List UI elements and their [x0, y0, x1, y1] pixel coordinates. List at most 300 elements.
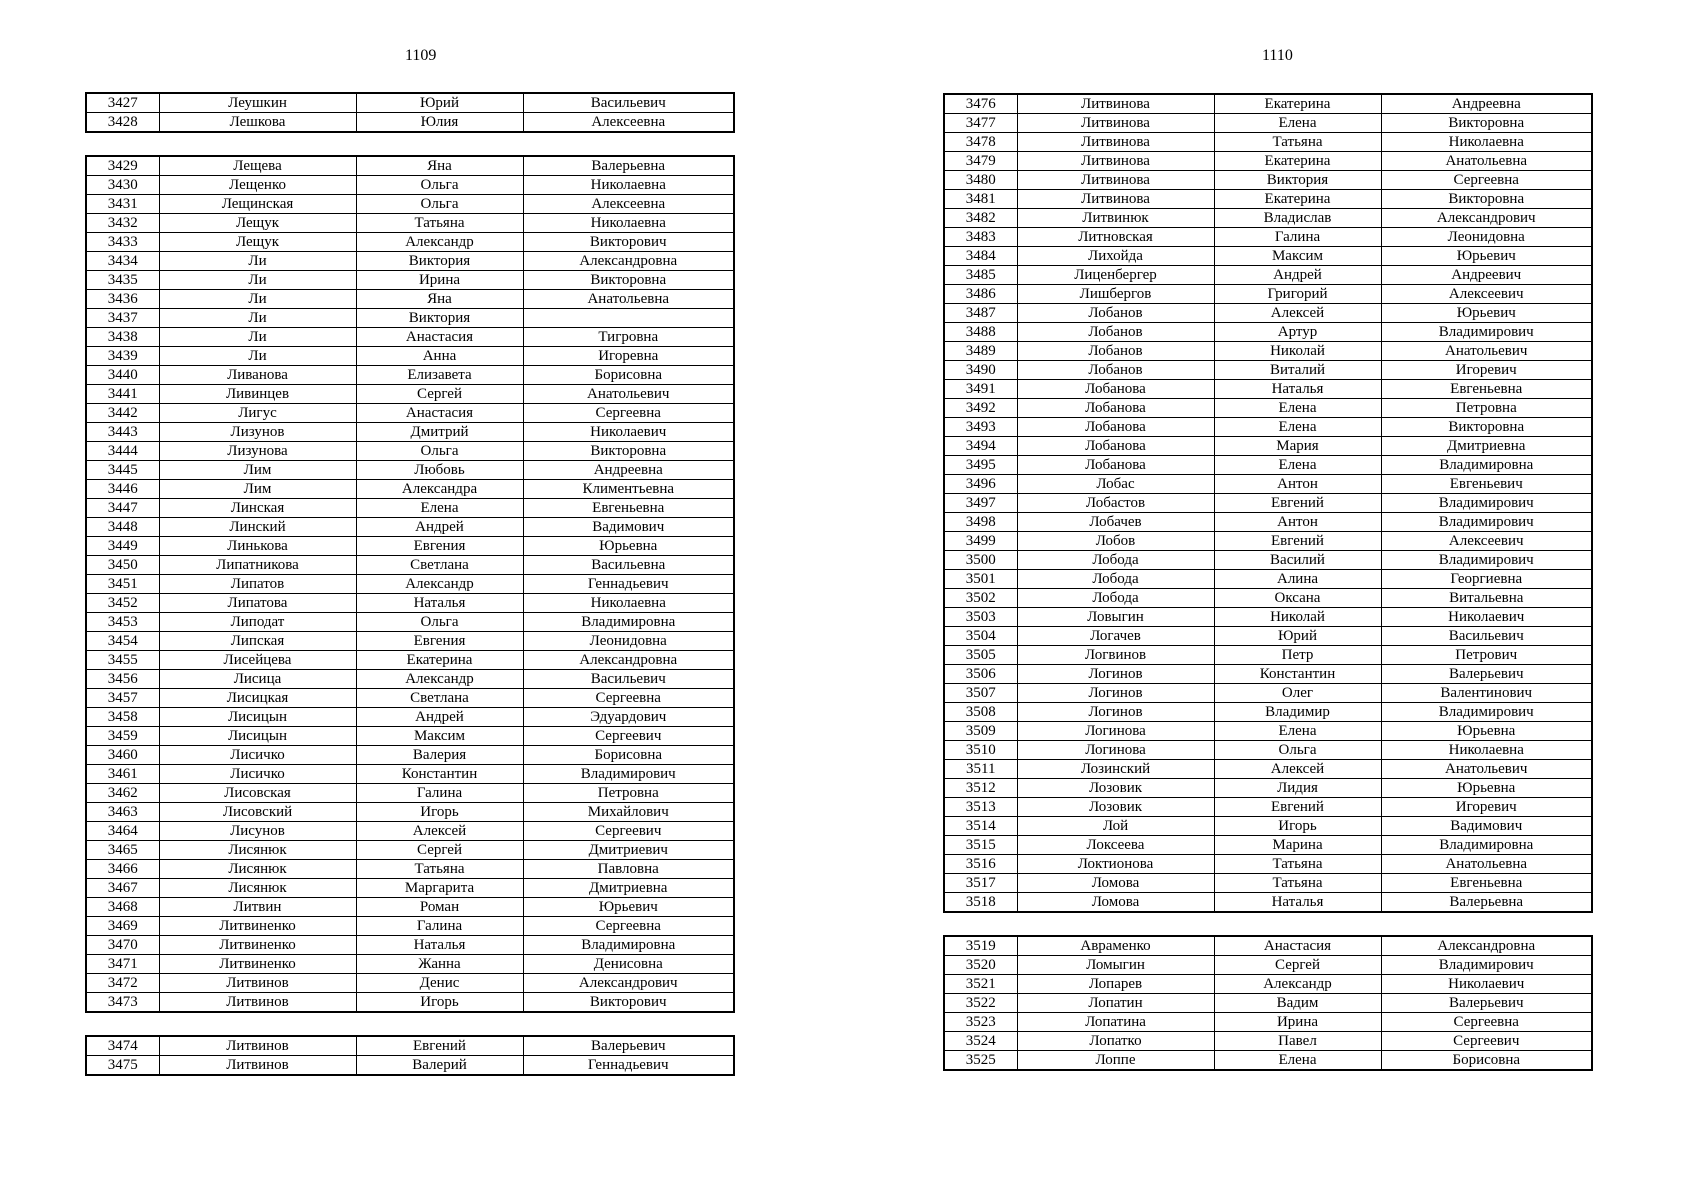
surname-cell: Авраменко	[1017, 936, 1214, 956]
table-row	[86, 974, 734, 993]
patronymic-cell: Андреевна	[1381, 94, 1592, 114]
patronymic-cell: Игоревич	[1381, 361, 1592, 380]
first-name-cell: Артур	[1214, 323, 1381, 342]
registry-table	[943, 935, 1593, 1071]
record-number-cell: 3515	[944, 836, 1017, 855]
first-name-cell: Вадим	[1214, 994, 1381, 1013]
first-name-cell: Юлия	[356, 113, 523, 133]
patronymic-cell: Александрович	[1381, 209, 1592, 228]
patronymic-cell: Вадимович	[1381, 817, 1592, 836]
record-number-cell: 3525	[944, 1051, 1017, 1071]
patronymic-cell: Дмитриевич	[523, 841, 734, 860]
patronymic-cell: Дмитриевна	[523, 879, 734, 898]
first-name-cell: Ольга	[1214, 741, 1381, 760]
table-row	[86, 423, 734, 442]
record-number-cell: 3468	[86, 898, 159, 917]
patronymic-cell: Юрьевна	[523, 537, 734, 556]
surname-cell: Литвинов	[159, 993, 356, 1013]
table-row	[86, 632, 734, 651]
table-row	[944, 994, 1592, 1013]
record-number-cell: 3427	[86, 93, 159, 113]
first-name-cell: Виктория	[356, 309, 523, 328]
left-page-registry	[85, 92, 735, 1076]
table-row	[944, 855, 1592, 874]
record-number-cell: 3513	[944, 798, 1017, 817]
patronymic-cell: Евгеньевна	[523, 499, 734, 518]
surname-cell: Лим	[159, 461, 356, 480]
surname-cell: Лещинская	[159, 195, 356, 214]
table-row	[944, 190, 1592, 209]
surname-cell: Лобода	[1017, 551, 1214, 570]
surname-cell: Лобанов	[1017, 323, 1214, 342]
page-number-right: 1110	[1262, 47, 1293, 64]
first-name-cell: Сергей	[356, 841, 523, 860]
patronymic-cell: Владимирович	[523, 765, 734, 784]
first-name-cell: Евгений	[356, 1036, 523, 1056]
patronymic-cell: Анатольевна	[1381, 855, 1592, 874]
patronymic-cell: Владимирович	[1381, 513, 1592, 532]
record-number-cell: 3506	[944, 665, 1017, 684]
record-number-cell: 3433	[86, 233, 159, 252]
first-name-cell: Елена	[1214, 418, 1381, 437]
first-name-cell: Ольга	[356, 176, 523, 195]
first-name-cell: Елена	[356, 499, 523, 518]
record-number-cell: 3434	[86, 252, 159, 271]
surname-cell: Лисейцева	[159, 651, 356, 670]
patronymic-cell: Валерьевна	[523, 156, 734, 176]
record-number-cell: 3519	[944, 936, 1017, 956]
surname-cell: Логинов	[1017, 684, 1214, 703]
first-name-cell: Галина	[356, 784, 523, 803]
record-number-cell: 3456	[86, 670, 159, 689]
record-number-cell: 3484	[944, 247, 1017, 266]
surname-cell: Лобачев	[1017, 513, 1214, 532]
patronymic-cell: Валерьевич	[1381, 994, 1592, 1013]
surname-cell: Лисицын	[159, 727, 356, 746]
record-number-cell: 3485	[944, 266, 1017, 285]
patronymic-cell: Владимирович	[1381, 551, 1592, 570]
first-name-cell: Александра	[356, 480, 523, 499]
table-row	[944, 209, 1592, 228]
surname-cell: Лоппе	[1017, 1051, 1214, 1071]
record-number-cell: 3458	[86, 708, 159, 727]
table-row	[86, 233, 734, 252]
surname-cell: Лещева	[159, 156, 356, 176]
surname-cell: Лозинский	[1017, 760, 1214, 779]
record-number-cell: 3451	[86, 575, 159, 594]
table-row	[944, 171, 1592, 190]
first-name-cell: Евгения	[356, 632, 523, 651]
surname-cell: Лобов	[1017, 532, 1214, 551]
table-row	[944, 703, 1592, 722]
surname-cell: Лобода	[1017, 570, 1214, 589]
first-name-cell: Алексей	[356, 822, 523, 841]
record-number-cell: 3441	[86, 385, 159, 404]
first-name-cell: Валерия	[356, 746, 523, 765]
table-row	[86, 499, 734, 518]
first-name-cell: Елизавета	[356, 366, 523, 385]
record-number-cell: 3471	[86, 955, 159, 974]
surname-cell: Литвинов	[159, 1056, 356, 1076]
patronymic-cell: Петрович	[1381, 646, 1592, 665]
first-name-cell: Наталья	[356, 594, 523, 613]
first-name-cell: Екатерина	[356, 651, 523, 670]
table-row	[86, 822, 734, 841]
patronymic-cell: Юрьевич	[1381, 247, 1592, 266]
record-number-cell: 3452	[86, 594, 159, 613]
record-number-cell: 3436	[86, 290, 159, 309]
patronymic-cell: Анатольевна	[523, 290, 734, 309]
first-name-cell: Наталья	[356, 936, 523, 955]
table-row	[86, 176, 734, 195]
patronymic-cell: Сергеевна	[523, 404, 734, 423]
record-number-cell: 3442	[86, 404, 159, 423]
surname-cell: Лобанова	[1017, 456, 1214, 475]
table-row	[86, 156, 734, 176]
patronymic-cell: Алексеевна	[523, 113, 734, 133]
registry-table	[85, 92, 735, 133]
first-name-cell: Светлана	[356, 689, 523, 708]
record-number-cell: 3491	[944, 380, 1017, 399]
patronymic-cell: Викторовна	[523, 271, 734, 290]
patronymic-cell: Евгеньевич	[1381, 475, 1592, 494]
table-row	[86, 594, 734, 613]
first-name-cell: Татьяна	[356, 860, 523, 879]
record-number-cell: 3470	[86, 936, 159, 955]
record-number-cell: 3492	[944, 399, 1017, 418]
patronymic-cell: Валерьевич	[1381, 665, 1592, 684]
surname-cell: Лисицын	[159, 708, 356, 727]
table-row	[944, 532, 1592, 551]
table-row	[944, 627, 1592, 646]
surname-cell: Логачев	[1017, 627, 1214, 646]
record-number-cell: 3502	[944, 589, 1017, 608]
first-name-cell: Виктория	[356, 252, 523, 271]
patronymic-cell: Юрьевич	[1381, 304, 1592, 323]
patronymic-cell: Александрович	[523, 974, 734, 993]
table-row	[944, 94, 1592, 114]
surname-cell: Ли	[159, 347, 356, 366]
first-name-cell: Оксана	[1214, 589, 1381, 608]
surname-cell: Лиценбергер	[1017, 266, 1214, 285]
table-row	[944, 418, 1592, 437]
patronymic-cell: Андреевич	[1381, 266, 1592, 285]
record-number-cell: 3496	[944, 475, 1017, 494]
patronymic-cell: Сергеевна	[1381, 171, 1592, 190]
patronymic-cell: Леонидовна	[1381, 228, 1592, 247]
surname-cell: Лихойда	[1017, 247, 1214, 266]
first-name-cell: Константин	[356, 765, 523, 784]
first-name-cell: Юрий	[1214, 627, 1381, 646]
surname-cell: Линькова	[159, 537, 356, 556]
surname-cell: Лещук	[159, 214, 356, 233]
first-name-cell: Павел	[1214, 1032, 1381, 1051]
record-number-cell: 3438	[86, 328, 159, 347]
table-row	[944, 323, 1592, 342]
table-row	[944, 133, 1592, 152]
surname-cell: Ли	[159, 271, 356, 290]
table-row	[86, 689, 734, 708]
first-name-cell: Игорь	[356, 803, 523, 822]
patronymic-cell: Леонидовна	[523, 632, 734, 651]
surname-cell: Лисицкая	[159, 689, 356, 708]
record-number-cell: 3511	[944, 760, 1017, 779]
surname-cell: Лигус	[159, 404, 356, 423]
surname-cell: Литвинова	[1017, 152, 1214, 171]
record-number-cell: 3489	[944, 342, 1017, 361]
table-row	[944, 874, 1592, 893]
record-number-cell: 3459	[86, 727, 159, 746]
table-row	[944, 975, 1592, 994]
patronymic-cell: Сергеевна	[523, 689, 734, 708]
registry-table	[85, 155, 735, 1013]
first-name-cell: Галина	[356, 917, 523, 936]
first-name-cell: Екатерина	[1214, 190, 1381, 209]
table-row	[86, 113, 734, 133]
first-name-cell: Василий	[1214, 551, 1381, 570]
first-name-cell: Антон	[1214, 475, 1381, 494]
surname-cell: Лисянюк	[159, 879, 356, 898]
table-row	[86, 841, 734, 860]
patronymic-cell: Тигровна	[523, 328, 734, 347]
record-number-cell: 3447	[86, 499, 159, 518]
record-number-cell: 3457	[86, 689, 159, 708]
record-number-cell: 3520	[944, 956, 1017, 975]
patronymic-cell: Анатольевич	[523, 385, 734, 404]
patronymic-cell: Васильевич	[523, 93, 734, 113]
table-row	[86, 651, 734, 670]
first-name-cell: Елена	[1214, 456, 1381, 475]
record-number-cell: 3428	[86, 113, 159, 133]
record-number-cell: 3503	[944, 608, 1017, 627]
first-name-cell: Наталья	[1214, 380, 1381, 399]
surname-cell: Литвиненко	[159, 936, 356, 955]
table-row	[86, 309, 734, 328]
first-name-cell: Николай	[1214, 342, 1381, 361]
first-name-cell: Игорь	[1214, 817, 1381, 836]
table-row	[944, 608, 1592, 627]
table-row	[944, 570, 1592, 589]
record-number-cell: 3481	[944, 190, 1017, 209]
record-number-cell: 3474	[86, 1036, 159, 1056]
table-row	[944, 646, 1592, 665]
first-name-cell: Максим	[356, 727, 523, 746]
registry-table	[943, 93, 1593, 913]
table-row	[86, 347, 734, 366]
surname-cell: Лизунов	[159, 423, 356, 442]
surname-cell: Логинова	[1017, 722, 1214, 741]
record-number-cell: 3430	[86, 176, 159, 195]
patronymic-cell: Валентинович	[1381, 684, 1592, 703]
surname-cell: Лисичко	[159, 765, 356, 784]
patronymic-cell: Николаевна	[1381, 741, 1592, 760]
table-row	[86, 1056, 734, 1076]
record-number-cell: 3486	[944, 285, 1017, 304]
first-name-cell: Анастасия	[356, 328, 523, 347]
surname-cell: Лишбергов	[1017, 285, 1214, 304]
patronymic-cell: Денисовна	[523, 955, 734, 974]
table-row	[944, 342, 1592, 361]
first-name-cell: Константин	[1214, 665, 1381, 684]
surname-cell: Локтионова	[1017, 855, 1214, 874]
first-name-cell: Валерий	[356, 1056, 523, 1076]
table-row	[86, 290, 734, 309]
surname-cell: Ли	[159, 328, 356, 347]
patronymic-cell: Георгиевна	[1381, 570, 1592, 589]
table-row	[86, 214, 734, 233]
patronymic-cell: Андреевна	[523, 461, 734, 480]
table-row	[944, 722, 1592, 741]
record-number-cell: 3509	[944, 722, 1017, 741]
surname-cell: Леушкин	[159, 93, 356, 113]
surname-cell: Линская	[159, 499, 356, 518]
patronymic-cell: Павловна	[523, 860, 734, 879]
record-number-cell: 3512	[944, 779, 1017, 798]
patronymic-cell: Викторович	[523, 233, 734, 252]
patronymic-cell: Владимирович	[1381, 703, 1592, 722]
record-number-cell: 3516	[944, 855, 1017, 874]
record-number-cell: 3464	[86, 822, 159, 841]
patronymic-cell: Борисовна	[523, 366, 734, 385]
record-number-cell: 3473	[86, 993, 159, 1013]
patronymic-cell: Викторовна	[1381, 418, 1592, 437]
first-name-cell: Анастасия	[1214, 936, 1381, 956]
patronymic-cell: Николаевич	[1381, 975, 1592, 994]
patronymic-cell: Сергеевич	[1381, 1032, 1592, 1051]
first-name-cell: Марина	[1214, 836, 1381, 855]
first-name-cell: Евгений	[1214, 532, 1381, 551]
record-number-cell: 3462	[86, 784, 159, 803]
table-row	[86, 1036, 734, 1056]
patronymic-cell: Николаевич	[523, 423, 734, 442]
first-name-cell: Юрий	[356, 93, 523, 113]
first-name-cell: Татьяна	[1214, 874, 1381, 893]
record-number-cell: 3494	[944, 437, 1017, 456]
first-name-cell: Виктория	[1214, 171, 1381, 190]
table-row	[944, 760, 1592, 779]
patronymic-cell: Викторовна	[1381, 190, 1592, 209]
surname-cell: Лобанов	[1017, 342, 1214, 361]
table-row	[944, 399, 1592, 418]
patronymic-cell: Валерьевич	[523, 1036, 734, 1056]
surname-cell: Лопатина	[1017, 1013, 1214, 1032]
table-row	[944, 437, 1592, 456]
surname-cell: Лисянюк	[159, 841, 356, 860]
patronymic-cell: Юрьевна	[1381, 779, 1592, 798]
table-row	[944, 893, 1592, 913]
record-number-cell: 3501	[944, 570, 1017, 589]
first-name-cell: Елена	[1214, 399, 1381, 418]
table-row	[944, 494, 1592, 513]
first-name-cell: Алексей	[1214, 760, 1381, 779]
surname-cell: Лопатин	[1017, 994, 1214, 1013]
table-row	[944, 361, 1592, 380]
table-row	[86, 708, 734, 727]
first-name-cell: Елена	[1214, 114, 1381, 133]
first-name-cell: Андрей	[1214, 266, 1381, 285]
record-number-cell: 3498	[944, 513, 1017, 532]
table-row	[944, 304, 1592, 323]
surname-cell: Ломова	[1017, 874, 1214, 893]
record-number-cell: 3435	[86, 271, 159, 290]
first-name-cell: Екатерина	[1214, 152, 1381, 171]
patronymic-cell: Николаевна	[523, 214, 734, 233]
patronymic-cell: Владимирович	[1381, 494, 1592, 513]
patronymic-cell: Дмитриевна	[1381, 437, 1592, 456]
patronymic-cell: Борисовна	[1381, 1051, 1592, 1071]
record-number-cell: 3437	[86, 309, 159, 328]
patronymic-cell: Александровна	[523, 252, 734, 271]
table-row	[944, 836, 1592, 855]
patronymic-cell: Борисовна	[523, 746, 734, 765]
surname-cell: Лобанов	[1017, 361, 1214, 380]
first-name-cell: Антон	[1214, 513, 1381, 532]
first-name-cell: Ольга	[356, 613, 523, 632]
patronymic-cell: Петровна	[1381, 399, 1592, 418]
table-row	[86, 955, 734, 974]
record-number-cell: 3443	[86, 423, 159, 442]
table-row	[944, 817, 1592, 836]
first-name-cell: Наталья	[1214, 893, 1381, 913]
surname-cell: Лобанова	[1017, 399, 1214, 418]
table-row	[944, 513, 1592, 532]
first-name-cell: Сергей	[1214, 956, 1381, 975]
record-number-cell: 3507	[944, 684, 1017, 703]
record-number-cell: 3453	[86, 613, 159, 632]
table-row	[944, 247, 1592, 266]
record-number-cell: 3508	[944, 703, 1017, 722]
record-number-cell: 3504	[944, 627, 1017, 646]
surname-cell: Ловыгин	[1017, 608, 1214, 627]
table-row	[86, 746, 734, 765]
record-number-cell: 3487	[944, 304, 1017, 323]
surname-cell: Логинова	[1017, 741, 1214, 760]
patronymic-cell: Юрьевич	[523, 898, 734, 917]
record-number-cell: 3450	[86, 556, 159, 575]
table-gap	[85, 1013, 735, 1035]
surname-cell: Лизунова	[159, 442, 356, 461]
record-number-cell: 3514	[944, 817, 1017, 836]
surname-cell: Ливанова	[159, 366, 356, 385]
table-row	[86, 366, 734, 385]
first-name-cell: Александр	[356, 233, 523, 252]
record-number-cell: 3500	[944, 551, 1017, 570]
surname-cell: Ли	[159, 252, 356, 271]
record-number-cell: 3482	[944, 209, 1017, 228]
first-name-cell: Григорий	[1214, 285, 1381, 304]
table-row	[86, 575, 734, 594]
record-number-cell: 3480	[944, 171, 1017, 190]
first-name-cell: Ирина	[1214, 1013, 1381, 1032]
first-name-cell: Максим	[1214, 247, 1381, 266]
patronymic-cell: Алексеевна	[523, 195, 734, 214]
first-name-cell: Алина	[1214, 570, 1381, 589]
surname-cell: Литвиненко	[159, 955, 356, 974]
table-row	[86, 898, 734, 917]
surname-cell: Лобанов	[1017, 304, 1214, 323]
surname-cell: Лисовский	[159, 803, 356, 822]
first-name-cell: Алексей	[1214, 304, 1381, 323]
first-name-cell: Александр	[356, 575, 523, 594]
surname-cell: Лисичко	[159, 746, 356, 765]
patronymic-cell: Николаевич	[1381, 608, 1592, 627]
surname-cell: Лобастов	[1017, 494, 1214, 513]
first-name-cell: Екатерина	[1214, 94, 1381, 114]
table-row	[944, 475, 1592, 494]
patronymic-cell: Алексеевич	[1381, 285, 1592, 304]
table-row	[944, 665, 1592, 684]
table-row	[944, 228, 1592, 247]
